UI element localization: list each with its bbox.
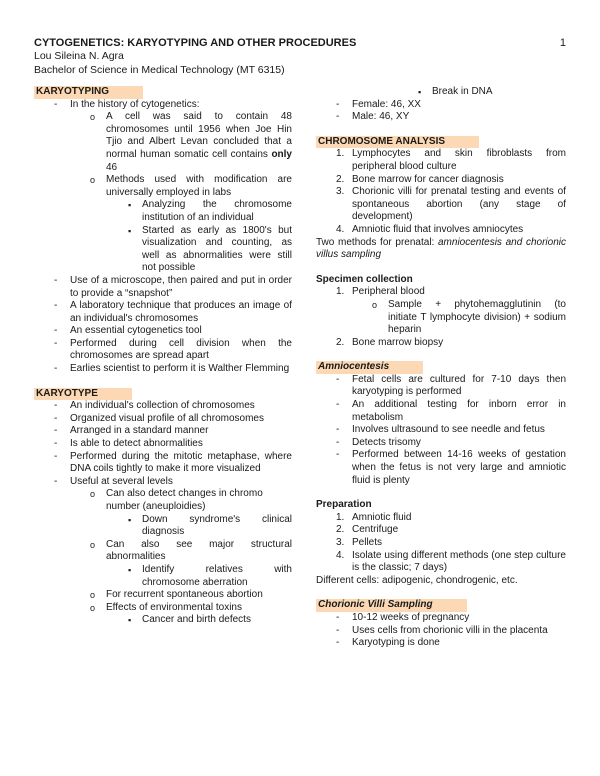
- page-number: 1: [559, 37, 566, 49]
- list-item: 3. Chorionic villi for prenatal testing and events of spontaneous abortion (any stage of development): [336, 186, 566, 223]
- list-item: - Is able to detect abnormalities: [34, 438, 292, 451]
- preparation-list: [316, 512, 566, 575]
- amniocentesis-heading: Amniocentesis: [316, 361, 423, 374]
- list-item: 1. Amniotic fluid: [336, 511, 412, 523]
- cvs-heading: Chorionic Villi Sampling: [316, 599, 467, 612]
- list-item: 1. Lymphocytes and skin fibroblasts from peripheral blood culture: [336, 148, 566, 172]
- list-item: - 10-12 weeks of pregnancy: [316, 612, 566, 625]
- list-item: - Arranged in a standard manner: [34, 425, 292, 438]
- list-item: - In the history of cytogenetics: o A cell was said to contain 48 chromosomes until 1956 when Joe Hin Tjio and Albert Levan concluded that a normal human somatic cell contains only 46 o Methods used with modification are universally employed in labs ▪ Analyzing the chromosome institution of an individual ▪ Started as early as 1800's but visualization and counting, as well as abnormalities were still not possible: [34, 99, 292, 275]
- list-item: - A laboratory technique that produces an image of an individual's chromosomes: [34, 300, 292, 325]
- preparation-heading: Preparation: [316, 499, 372, 511]
- list-item: - Involves ultrasound to see needle and fetus: [316, 424, 566, 437]
- list-item: - Performed during cell division when the chromosomes are spread apart: [34, 338, 292, 363]
- list-item: o A cell was said to contain 48 chromosomes until 1956 when Joe Hin Tjio and Albert Levan concluded that a normal human somatic cell contains only 46: [70, 111, 292, 174]
- list-item: - Karyotyping is done: [316, 637, 566, 650]
- chromosome-analysis-list: [316, 148, 566, 236]
- list-item: 3. Pellets: [336, 537, 383, 548]
- list-item: - An essential cytogenetics tool: [34, 325, 292, 338]
- chromosome-analysis-heading: CHROMOSOME ANALYSIS: [316, 136, 479, 149]
- two-methods-text: Two methods for prenatal: amniocentesis and chorionic villus sampling: [316, 236, 566, 261]
- author-name: Lou Sileina N. Agra: [34, 50, 124, 62]
- karyotyping-heading: KARYOTYPING: [34, 86, 143, 99]
- list-item: - An individual's collection of chromosomes: [34, 400, 292, 413]
- document-header: [34, 36, 566, 77]
- specimen-heading: Specimen collection: [316, 273, 413, 285]
- list-item: o Methods used with modification are universally employed in labs ▪ Analyzing the chromosome institution of an individual ▪ Started as early as 1800's but visualization and counting, as well as abnormalities were still not possible: [70, 174, 292, 275]
- list-item: - Performed during the mitotic metaphase, where DNA coils tightly to make it more visualized: [34, 451, 292, 476]
- different-cells-text: Different cells: adipogenic, chondrogenic, etc.: [316, 574, 518, 586]
- list-item: 2. Bone marrow biopsy: [336, 336, 444, 348]
- list-item: o For recurrent spontaneous abortion: [70, 589, 292, 602]
- list-item: 2. Bone marrow for cancer diagnosis: [336, 173, 504, 185]
- list-item: 1. Peripheral blood o Sample + phytohemagglutinin (to initiate T lymphocyte division) + sodium heparin: [316, 286, 566, 336]
- karyotype-heading: KARYOTYPE: [34, 388, 132, 401]
- list-item: o Can also see major structural abnormalities ▪ Identify relatives with chromosome aberration: [70, 539, 292, 589]
- list-item: - Use of a microscope, then paired and put in order to provide a “snapshot”: [34, 275, 292, 300]
- list-item: - Earlies scientist to perform it is Walther Flemming: [34, 363, 292, 376]
- course-name: Bachelor of Science in Medical Technology (MT 6315): [34, 63, 285, 76]
- list-item: - An additional testing for inborn error in metabolism: [316, 399, 566, 424]
- karyotype-list: [34, 400, 292, 627]
- list-item: - Performed between 14-16 weeks of gestation when the fetus is not very large and amniotic fluid is plenty: [316, 449, 566, 487]
- list-item: - Detects trisomy: [316, 437, 566, 450]
- list-item: ▪ Break in DNA: [316, 86, 566, 99]
- list-item: - Male: 46, XY: [316, 111, 566, 124]
- list-item: 4. Isolate using different methods (one step culture is the classic; 7 days): [336, 549, 566, 574]
- specimen-list: [316, 286, 566, 349]
- list-item: - Female: 46, XX: [316, 99, 566, 112]
- list-item: o Effects of environmental toxins ▪ Cancer and birth defects: [70, 602, 292, 627]
- list-item: ▪ Identify relatives with chromosome aberration: [106, 564, 292, 589]
- list-item: 2. Centrifuge: [336, 524, 399, 536]
- title-row: [34, 36, 566, 50]
- right-column: [316, 86, 566, 650]
- cvs-list: [316, 612, 566, 650]
- list-item: ▪ Started as early as 1800's but visualization and counting, as well as abnormalities were still not possible: [106, 225, 292, 275]
- document-title: CYTOGENETICS: KARYOTYPING AND OTHER PROCEDURES: [34, 37, 357, 49]
- list-item: ▪ Cancer and birth defects: [106, 614, 292, 627]
- list-item: - Organized visual profile of all chromosomes: [34, 413, 292, 426]
- list-item: 4. Amniotic fluid that involves amniocytes: [336, 223, 524, 235]
- left-column: [34, 86, 292, 627]
- list-item: - Fetal cells are cultured for 7-10 days then karyotyping is performed: [316, 374, 566, 399]
- karyotyping-list: [34, 99, 292, 376]
- list-item: - Uses cells from chorionic villi in the placenta: [316, 625, 566, 638]
- list-item: ▪ Down syndrome's clinical diagnosis: [106, 514, 292, 539]
- list-item: - Useful at several levels o Can also detect changes in chromo number (aneuploidies) ▪ Down syndrome's clinical diagnosis o Can also see major structural abnormalities ▪ Identify relatives with chromosome aberration o For recurrent spontaneous abortion o Effects of environmental toxins ▪ Cancer and birth defects: [34, 476, 292, 627]
- list-item: ▪ Analyzing the chromosome institution of an individual: [106, 199, 292, 224]
- list-item: o Can also detect changes in chromo number (aneuploidies) ▪ Down syndrome's clinical diagnosis: [70, 488, 292, 538]
- amniocentesis-list: [316, 374, 566, 487]
- list-item: o Sample + phytohemagglutinin (to initiate T lymphocyte division) + sodium heparin: [352, 299, 566, 337]
